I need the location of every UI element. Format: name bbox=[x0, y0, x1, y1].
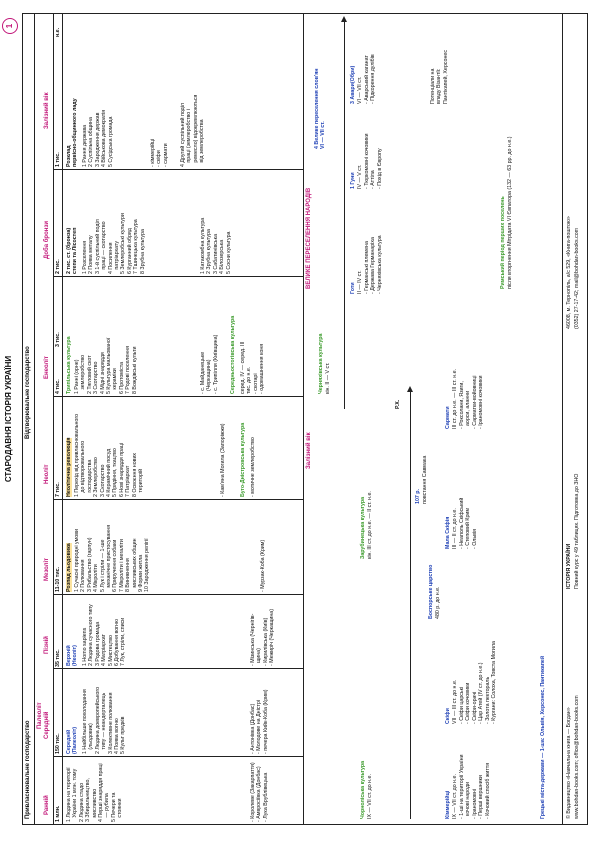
goths-title: Готи bbox=[350, 282, 356, 294]
era-producing: Відтворювальне господарство bbox=[25, 346, 31, 439]
goths-dates: II — IV ст. bbox=[357, 270, 363, 294]
date-11k: 11-10 тис. bbox=[55, 567, 61, 592]
neo-culture: Буго-Дністровська культура bbox=[240, 422, 246, 497]
iron-sites: - кіммерійці - скіфи - сармати bbox=[150, 138, 169, 167]
footer-phone: (0352) 27-17-42; mail@bohdan-books.com bbox=[574, 227, 580, 329]
early-text: 1 Людина на території України 1 млн. тому 2 Людина стадо 3 Збиральництво, мисливство 4 Перші знаряддя праці — рубила 5 Печери та стоянки bbox=[66, 763, 124, 822]
sarmatians-text: - Роксолани, Язиги, аорси, аланни - Сарматки-войовниці - Іраномовні кочовики bbox=[459, 375, 485, 429]
col-line-1 bbox=[53, 756, 303, 757]
period-iron: Залізний вік bbox=[44, 92, 50, 129]
chernyakhiv-dates: кін. II — V ст. bbox=[325, 362, 331, 394]
scythians-text: - Скіфи царські - Скіфи кочовики - Скіфи-орачі - Цар Атей (IV ст. до н.е.) - Золота пектораль - Кургани: Солоха, Товста Могила bbox=[459, 641, 498, 724]
date-1mln: 1 млн. bbox=[55, 805, 61, 822]
sarmatians-dates: III ст. до н.е. — III ст. н.е. bbox=[452, 368, 458, 429]
iron-note: 4 Другий суспільний поділ праці (землеробство і ремесло) відокремлюються від землеробства bbox=[180, 94, 206, 167]
date-1k: 1 тис. bbox=[55, 152, 61, 167]
iron-title: Розклад первісно-общинного ладу bbox=[66, 98, 79, 167]
date-35k: 35 тис. bbox=[55, 649, 61, 667]
col-line-5 bbox=[53, 396, 303, 397]
meso-title: Розпад льодовика bbox=[66, 543, 72, 592]
avars-title: 3 Авари(Обри) bbox=[350, 65, 356, 104]
period-neolithic: Неоліт bbox=[44, 464, 50, 484]
meso-sites: - Мурзак-Коба (Крим) bbox=[260, 539, 266, 592]
huns-dates: IV — V ст. bbox=[357, 164, 363, 189]
neo-text: 1 Перехід від привласнювального до відтворювального господарства 2 Землеробство 3 Скотарство 4 Керамічний посуд 5 Прядіння, ткацтво 6 Нові знаряддя праці 7 Патріархат 8 Освоєння нових територій bbox=[74, 413, 145, 497]
page-title: СТАРОДАВНЯ ІСТОРІЯ УКРАЇНИ bbox=[4, 355, 13, 483]
sarmatians-title: Сармати bbox=[445, 406, 451, 429]
kimmerians-title: Кіммерійці bbox=[445, 790, 451, 819]
roman-note: після вторгнення Мітрідата VI Євпатора (132 — 63 рр. до н.е.) bbox=[507, 136, 513, 289]
footer-subject: ІСТОРІЯ УКРАЇНИ bbox=[566, 543, 572, 589]
bronze-title: 2 тис. ст. (бронза) степи та Лісостеп bbox=[66, 227, 79, 274]
kimmerians-text: - 1-ші на території України кочові народи - Іраномовні - Перші вершники - Кочовий спосіб життя bbox=[459, 754, 491, 819]
bc-107: 107 р. bbox=[415, 488, 421, 504]
eneo-culture-text: серед. IV — серед. III тис. до н.е. - скотарі - одомашнення коня bbox=[240, 341, 266, 394]
period-eneolithic: Енеоліт bbox=[44, 356, 50, 379]
period-late: Пізній bbox=[44, 636, 50, 654]
bosporan-dates: 480 р. до н.е. bbox=[435, 586, 441, 619]
period-mesolithic: Мезоліт bbox=[44, 557, 50, 581]
date-ne: н.е. bbox=[55, 27, 61, 37]
bosporan: Боспорське царство bbox=[428, 564, 434, 619]
footer-publisher: © Видавництво «Навчальна книга — Богдан» bbox=[566, 707, 572, 819]
period-early: Ранній bbox=[44, 795, 50, 815]
middle-sites: - Антонівка (Донбас) - Молодове на Дністрі - печера Кийк-Коба (Крим) bbox=[250, 689, 269, 754]
minor-scythia-text: - Неаполь Скіфський - Степовий Крим - Ольвія bbox=[459, 497, 478, 549]
migration-sub: 4 Велике переселення слов'ян VI — VII ст. bbox=[314, 68, 327, 149]
minor-scythia-dates: III — II ст. до н.е. bbox=[452, 508, 458, 549]
scythians-dates: VII — III ст. до н.е. bbox=[452, 679, 458, 724]
bronze-text: 1 Розселення 2 Поява металу 3 1-й суспільний поділ праці — скотарство 4 Посилення патріархату 5 Землеробські культури 6 Курганний обряд 7 Тшинецька культура 8 Зрубна культура bbox=[82, 213, 146, 274]
col-line-2 bbox=[53, 668, 303, 669]
period-bronze: Доба бронзи bbox=[44, 220, 50, 259]
iron-age-label: Залізний вік bbox=[306, 432, 312, 469]
rx-label: Р.Х. bbox=[395, 399, 401, 409]
meso-text: 1 Сучасні природні умови 2 Полювання 3 Рибальство (гарпун) 4 Мікроліти 5 Лук і стріли — 1-ше механічне пристосування 6 Приручення собаки 7 Мікроліти і мегаліти 8 Виникнення мисливських общин 9 Форми житла 10 Зародження релігії bbox=[74, 524, 151, 592]
date-2k: 2 тис. bbox=[55, 259, 61, 274]
avars-text: - Аварський каганат - Підкорення дулібів bbox=[364, 54, 377, 104]
late-text: 1 Homo sapiens 2 Людина сучасного типу 3 Родова громада 4 Матріархат 5 Мистецтво 6 Добування вогню 7 Лук, стріли, списи bbox=[82, 604, 127, 666]
footer-address: 46008, м. Тернопіль, а/с 529, «Книга-поштою» bbox=[566, 216, 572, 329]
chornolis-title: Чорноліська культура bbox=[360, 760, 366, 819]
minor-scythia-title: Мала Скіфія bbox=[445, 516, 451, 549]
era-divider bbox=[34, 13, 35, 825]
eneo-title: Трипільська культура bbox=[66, 336, 72, 394]
huns-text: - Тюркомовні кочовики - Аттіла - Похід в Європу bbox=[364, 133, 383, 189]
potentials-note: Потенціали на владу Візантії: Пантікапей, Херсонес bbox=[430, 50, 449, 104]
col-line-6 bbox=[53, 276, 303, 277]
bronze-sites: 1 Катакомбна культура 2 Зрубна культура 3 Сабатинівська 4 Білозерська 5 Сосни культура bbox=[200, 217, 232, 274]
col-line-3 bbox=[53, 594, 303, 595]
neo-title: Неолітична революція bbox=[66, 437, 72, 497]
chernyakhiv-title: Черняхівська культура bbox=[318, 333, 324, 394]
scythians-title: Скіфи bbox=[445, 708, 451, 724]
footer-course: Повний курс у 49 таблицях. Підготовка до ЗНО bbox=[574, 473, 580, 589]
bc-timeline-axis bbox=[410, 389, 411, 819]
date-4k: 4 тис. bbox=[55, 379, 61, 394]
eneo-sites: - с. Майданецьке (Черкащина) - с. Трипілля (Київщина) bbox=[200, 334, 219, 394]
neo-culture-text: - мотичне землеробство bbox=[250, 437, 256, 497]
period-divider bbox=[53, 13, 54, 825]
col-line-4 bbox=[53, 499, 303, 500]
page-number-badge: 1 bbox=[2, 18, 18, 34]
bc-107-note: повстання Савмака bbox=[422, 455, 428, 504]
period-middle: Середній bbox=[44, 711, 50, 739]
date-7k: 7 тис. bbox=[55, 482, 61, 497]
chornolis-dates: IX — VII ст. до н.е. bbox=[367, 774, 373, 819]
middle-text: 1 Найбільше похолодання (льодовик) 2 Людина доевропейського типу — неандерталець 3 Колективне полювання 4 Поява вогню 5 Культ предків bbox=[82, 686, 127, 754]
date-divider bbox=[62, 13, 63, 825]
col-line-7 bbox=[53, 169, 303, 170]
middle-lower-date: Середній (Палеоліт) bbox=[66, 726, 79, 754]
greek-colonies: Грецькі міста-держави — 1-ша: Ольвія, Херсонес, Пантикапей bbox=[540, 655, 546, 819]
migration-title: ВЕЛИКЕ ПЕРЕСЕЛЕННЯ НАРОДІВ bbox=[306, 187, 312, 289]
neo-sites: - Кам'яна Могила (Запоріжжя) bbox=[220, 423, 226, 497]
zarubintsi-dates: кін. III ст. до н.е. — II ст. н.е. bbox=[367, 491, 373, 559]
goths-text: - Германські племена - Держава Германаріха - Черняхівська культура bbox=[364, 235, 383, 294]
ad-timeline-axis bbox=[344, 19, 345, 409]
iron-text: 1 Рання держава 2 Суспільна община 3 Зародження держав 4 Військова демократія 5 Сусідська громада bbox=[82, 109, 114, 167]
eneo-text: 1 Ранні (орне) землеробство 2 Тягловий скот 3 Скотарство 4 Мідні знаряддя 5 Культура мальованої кераміки 6 Протоміста 7 Родові поселення 8 Вождівські культи bbox=[74, 337, 138, 394]
period-paleolithic: Палеоліт bbox=[37, 702, 43, 729]
kimmerians-dates: IX — VII ст. до н.е. bbox=[452, 774, 458, 819]
early-sites: - Королеве (Закарпаття) - Амвросіївка (Донбас) - Лука Врублівецька bbox=[250, 762, 269, 822]
eneo-culture: Середньостогівська культура bbox=[230, 315, 236, 394]
late-lower-date: Верхній (Неоліт) bbox=[66, 645, 79, 666]
roman-period: Римський період перших поселень bbox=[500, 196, 506, 289]
footer-site: www.bohdan-books.com; office@bohdan-books.com bbox=[574, 695, 580, 819]
era-appropriating: Привласнювальне господарство bbox=[25, 720, 31, 819]
lower-divider bbox=[303, 13, 304, 825]
ad-axis-arrow bbox=[341, 16, 347, 22]
footer-divider bbox=[562, 13, 563, 825]
zarubintsi-title: Зарубинецька культура bbox=[360, 496, 366, 559]
date-150k: 150 тис. bbox=[55, 733, 61, 754]
avars-dates: VI — VII ст. bbox=[357, 76, 363, 104]
late-sites: - Мізинська (Чернігів- щина) - Кирилівська (Київ) - Межиріч (Черкащина) bbox=[250, 609, 276, 666]
date-3k: 3 тис. bbox=[55, 332, 61, 347]
huns-title: 1 Гуни bbox=[350, 172, 356, 189]
bc-axis-arrow bbox=[407, 386, 413, 392]
